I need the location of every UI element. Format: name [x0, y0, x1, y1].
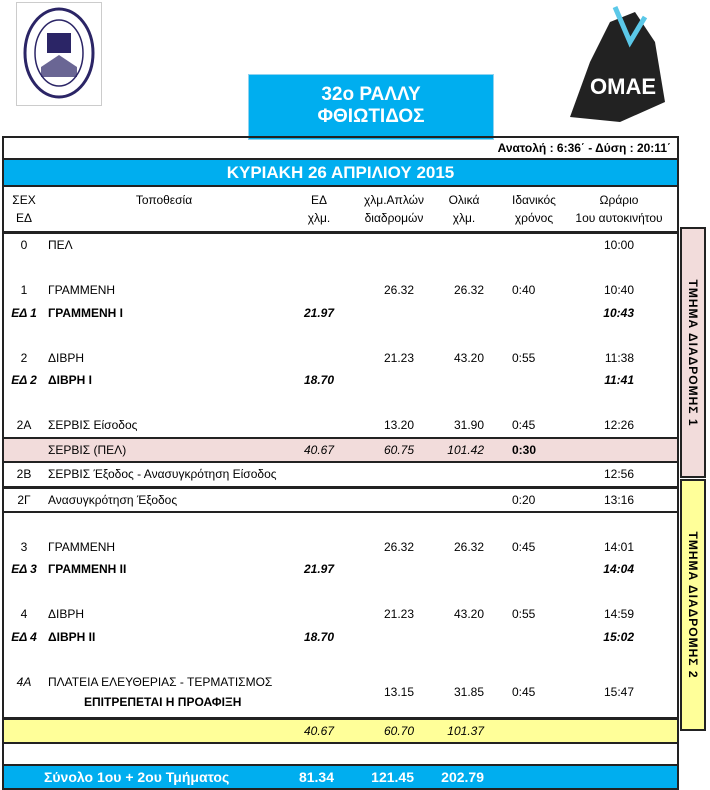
club-logo [16, 2, 102, 106]
header-total-km: Ολικά χλμ. [448, 193, 480, 225]
cell-c7: 10:43 [603, 305, 634, 320]
cell-c2: ΔΙΒΡΗ [48, 350, 85, 365]
row-location: ΣΕΡΒΙΣ Έξοδος - Ανασυγκρότηση Είσοδος [48, 467, 277, 481]
row-schedule: 15:47 [603, 684, 634, 699]
section-1-text: ΤΜΗΜΑ ΔΙΑΔΡΟΜΗΣ 1 [686, 278, 700, 427]
cell-c7: 15:02 [603, 629, 634, 644]
cell-c5: 31.90 [453, 418, 484, 432]
service-label: ΣΕΡΒΙΣ (ΠΕΛ) [48, 442, 127, 457]
row-total-km: 31.85 [453, 684, 484, 699]
table-row [4, 536, 677, 559]
cell-c3: 18.70 [303, 373, 334, 387]
row-schedule: 13:16 [603, 492, 634, 507]
spacer-row [4, 648, 677, 671]
spacer-row [4, 257, 677, 280]
row-2g [4, 486, 677, 512]
table-row [4, 369, 677, 392]
header-location: Τοποθεσία [135, 193, 193, 207]
row-location: ΠΛΑΤΕΙΑ ΕΛΕΥΘΕΡΙΑΣ - ΤΕΡΜΑΤΙΣΜΟΣ [48, 674, 273, 689]
header-schedule: Ωράριο 1ου αυτοκινήτου [575, 193, 663, 225]
cell-c1: 2 [20, 350, 28, 365]
omae-logo [560, 2, 675, 127]
table-row [4, 626, 677, 649]
cell-c2: ΓΡΑΜΜΕΝΗ [48, 539, 116, 554]
rally-title [248, 74, 494, 140]
cell-c7: 14:04 [603, 562, 634, 576]
total-liaison-km: 60.70 [383, 723, 414, 738]
cell-c4: 26.32 [383, 283, 414, 297]
spacer-row [4, 513, 677, 536]
cell-c1: ΕΔ 3 [11, 562, 37, 576]
row-2b [4, 461, 677, 486]
cell-c5: 43.20 [453, 607, 484, 621]
section-1-label [680, 227, 706, 478]
service-liaison-km: 60.75 [383, 442, 414, 457]
row-time: 0:20 [512, 492, 536, 507]
cell-c7: 14:01 [603, 539, 634, 554]
cell-c2: ΓΡΑΜΜΕΝΗ ΙΙ [48, 562, 127, 576]
header-sex: ΣΕΧ ΕΔ [12, 193, 36, 225]
cell-c5: 26.32 [453, 283, 484, 297]
cell-c1: 1 [20, 283, 28, 297]
row-schedule: 12:56 [603, 467, 634, 481]
table-row [4, 414, 677, 437]
grand-total-stage-km: 81.34 [298, 769, 334, 785]
cell-c3: 21.97 [303, 562, 334, 576]
svg-text:ΟΜΑΕ: ΟΜΑΕ [590, 74, 656, 99]
cell-c3: 18.70 [303, 629, 334, 644]
cell-c2: ΓΡΑΜΜΕΝΗ Ι [48, 305, 123, 320]
part2-rows [4, 511, 677, 671]
header-liaison-km: χλμ.Απλών διαδρομών [363, 193, 425, 225]
cell-c4: 21.23 [383, 350, 414, 365]
row-time: 0:45 [512, 684, 536, 699]
cell-c1: 2Α [16, 418, 32, 432]
spacer-row [4, 324, 677, 347]
spacer-row [4, 742, 677, 764]
column-headers [4, 187, 677, 234]
section-2-label [680, 479, 706, 731]
row-location: Ανασυγκρότηση Έξοδος [48, 492, 178, 507]
part1-rows [4, 234, 677, 437]
early-arrival-note: ΕΠΙΤΡΕΠΕΤΑΙ Η ΠΡΟΑΦΙΞΗ [84, 694, 242, 709]
spacer-row [4, 581, 677, 604]
cell-c4: 26.32 [383, 539, 414, 554]
sunrise-sunset: Ανατολή : 6:36΄ - Δύση : 20:11΄ [4, 138, 677, 160]
cell-c1: 4 [20, 607, 28, 621]
cell-c2: ΔΙΒΡΗ [48, 607, 85, 621]
table-row [4, 603, 677, 626]
cell-c6: 0:55 [512, 350, 536, 365]
row-id: 2Γ [17, 492, 31, 507]
cell-c7: 10:40 [603, 283, 634, 297]
table-row [4, 234, 677, 257]
table-row [4, 302, 677, 325]
grand-total-row [4, 764, 677, 788]
table-row [4, 558, 677, 581]
section-2-text: ΤΜΗΜΑ ΔΙΑΔΡΟΜΗΣ 2 [686, 531, 700, 679]
row-id: 4Α [16, 674, 32, 689]
spacer-row [4, 392, 677, 415]
cell-c2: ΓΡΑΜΜΕΝΗ [48, 283, 116, 297]
title-line1: 32ο ΡΑΛΛΥ [321, 84, 421, 105]
cell-c1: ΕΔ 4 [11, 629, 37, 644]
itinerary-table [2, 136, 679, 790]
cell-c2: ΣΕΡΒΙΣ Είσοδος [48, 418, 138, 432]
grand-total-km: 202.79 [441, 769, 484, 785]
cell-c2: ΔΙΒΡΗ Ι [48, 373, 92, 387]
table-row [4, 347, 677, 370]
cell-c7: 12:26 [603, 418, 634, 432]
cell-c1: ΕΔ 2 [11, 373, 37, 387]
cell-c1: 0 [20, 238, 28, 252]
row-liaison-km: 13.15 [383, 684, 414, 699]
cell-c4: 13.20 [383, 418, 414, 432]
cell-c6: 0:45 [512, 539, 536, 554]
service-time: 0:30 [512, 442, 537, 457]
cell-c5: 43.20 [453, 350, 484, 365]
cell-c2: ΔΙΒΡΗ ΙΙ [48, 629, 96, 644]
cell-c7: 14:59 [603, 607, 634, 621]
service-row [4, 437, 677, 462]
row-id: 2Β [16, 467, 32, 481]
header-stage-km: ΕΔ χλμ. [307, 193, 331, 225]
cell-c6: 0:55 [512, 607, 536, 621]
cell-c3: 21.97 [303, 305, 334, 320]
day-header: ΚΥΡΙΑΚΗ 26 ΑΠΡΙΛΙΟΥ 2015 [4, 160, 677, 187]
cell-c7: 11:38 [604, 350, 634, 365]
cell-c1: ΕΔ 1 [11, 305, 37, 320]
service-total-km: 101.42 [447, 442, 484, 457]
total-stage-km: 40.67 [303, 723, 334, 738]
cell-c1: 3 [20, 539, 28, 554]
title-line2: ΦΘΙΩΤΙΔΟΣ [317, 106, 425, 127]
service-stage-km: 40.67 [303, 442, 334, 457]
cell-c2: ΠΕΛ [48, 238, 73, 252]
header-target-time: Ιδανικός χρόνος [512, 193, 556, 225]
cell-c6: 0:45 [512, 418, 536, 432]
table-row [4, 279, 677, 302]
part2-total-row [4, 717, 677, 743]
cell-c7: 10:00 [603, 238, 634, 252]
finish-row [4, 671, 677, 717]
cell-c7: 11:41 [604, 373, 634, 387]
total-km: 101.37 [447, 723, 484, 738]
cell-c5: 26.32 [453, 539, 484, 554]
cell-c4: 21.23 [383, 607, 414, 621]
cell-c6: 0:40 [512, 283, 536, 297]
grand-total-liaison-km: 121.45 [371, 769, 414, 785]
grand-total-label: Σύνολο 1ου + 2ου Τμήματος [44, 769, 230, 785]
